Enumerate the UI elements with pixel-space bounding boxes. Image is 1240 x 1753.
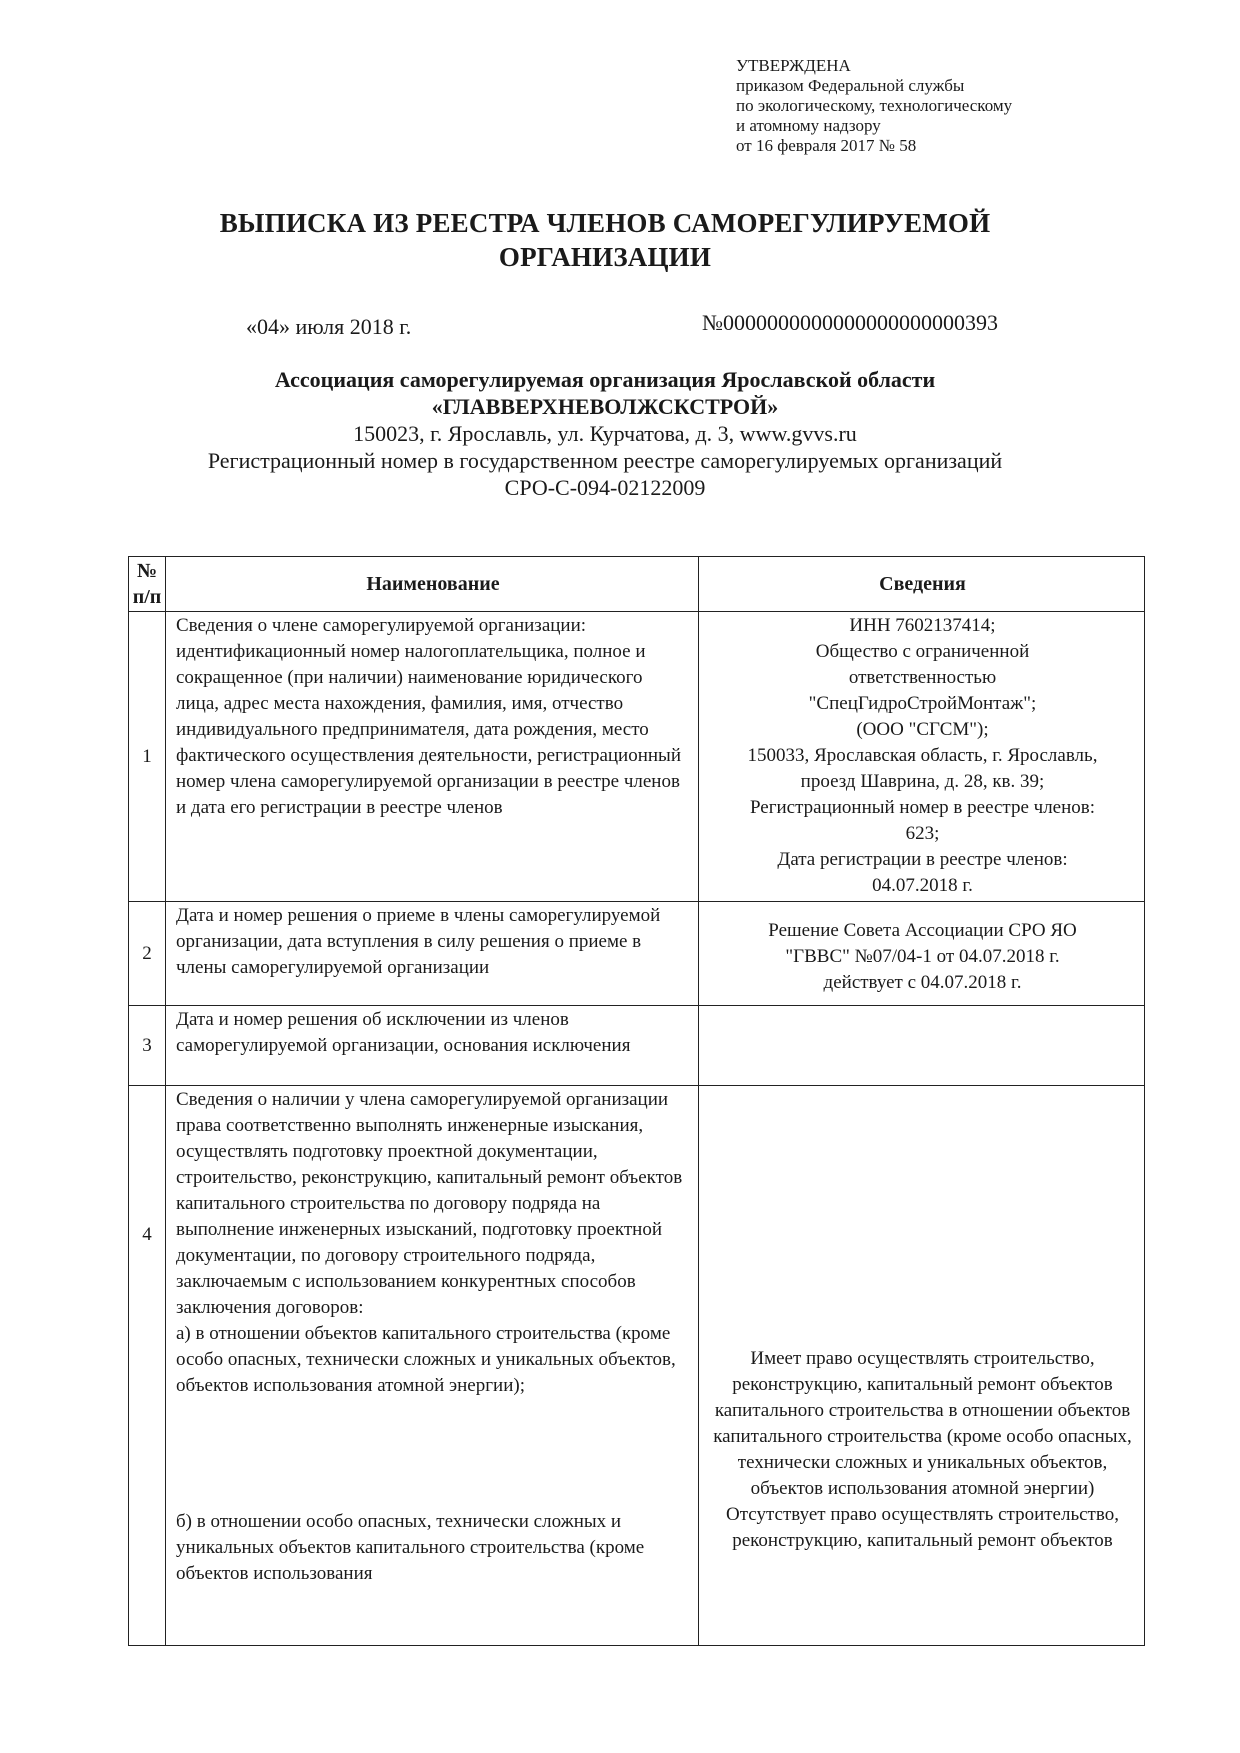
table-row [129,902,1145,1006]
header-num-line2: п/п [132,586,162,608]
row-number: 4 [129,1086,166,1646]
info-line: 623; [905,823,940,844]
document-title [150,206,1060,274]
table-header-row [129,557,1145,612]
row-number: 3 [129,1006,166,1086]
row-spacer [176,1399,690,1509]
info-line: ответственностью [848,667,997,688]
info-line: ИНН 7602137414; [849,615,996,636]
info-line: Общество с ограниченной [815,641,1030,662]
info-line: "СпецГидроСтройМонтаж"; [808,693,1037,714]
row-name [166,1086,699,1646]
info-line: Дата регистрации в реестре членов: [777,849,1068,870]
organization-reg-caption: Регистрационный номер в государственном реестре саморегулируемых организаций [207,448,1003,473]
row-name-b: б) в отношении особо опасных, технически сложных и уникальных объектов капитального строительства (кроме объектов использования [176,1511,645,1584]
info-line: Регистрационный номер в реестре членов: [749,797,1096,818]
row-name: Сведения о члене саморегулируемой организации: идентификационный номер налогоплательщика, полное и сокращенное (при наличии) наименование юридического лица, адрес места нахождения, фамилия, имя, отчество индивидуального предпринимателя, дата рождения, место фактического осуществления деятельности, регистрационный номер члена саморегулируемой организации в реестре членов и дата его регистрации в реестре членов [166,612,699,902]
row-name: Дата и номер решения о приеме в члены саморегулируемой организации, дата вступления в силу решения о приеме в члены саморегулируемой организации [166,902,699,1006]
row-info [699,902,1145,1006]
registry-table [128,556,1145,1646]
document-date: «04» июля 2018 г. [246,314,412,339]
header-num-line1: № [136,560,158,582]
header-info: Сведения [699,557,1145,612]
row-info-b: Отсутствует право осуществлять строительство, реконструкцию, капитальный ремонт объектов [726,1504,1119,1551]
approval-line: и атомному надзору [736,116,881,135]
info-line: Решение Совета Ассоциации СРО ЯО [768,920,1077,941]
row-info-a: Имеет право осуществлять строительство, реконструкцию, капитальный ремонт объектов капитального строительства в отношении объектов капитального строительства (кроме особо опасных, технически сложных и уникальных объектов, объектов использования атомной энергии) [713,1348,1132,1499]
row-info [699,1006,1145,1086]
row-info [699,612,1145,902]
document-number: №0000000000000000000000393 [702,310,998,335]
organization-name-line2: «ГЛАВВЕРХНЕВОЛЖСКСТРОЙ» [431,394,779,419]
table-row [129,612,1145,902]
approval-stamp [736,56,1156,156]
header-num [129,557,166,612]
row-info [699,1086,1145,1646]
row-number: 2 [129,902,166,1006]
organization-address: 150023, г. Ярославль, ул. Курчатова, д. 3, www.gvvs.ru [353,421,857,446]
document-title-line2: ОРГАНИЗАЦИИ [498,242,712,272]
approval-line: приказом Федеральной службы [736,76,965,95]
approval-line: по экологическому, технологическому [736,96,1013,115]
approval-line: УТВЕРЖДЕНА [736,56,851,75]
info-line: действует с 04.07.2018 г. [823,972,1022,993]
organization-reg-number: СРО-С-094-02122009 [504,475,706,500]
header-name: Наименование [166,557,699,612]
row-name-a: а) в отношении объектов капитального строительства (кроме особо опасных, технически сложных и уникальных объектов, объектов использования атомной энергии); [176,1323,676,1396]
info-line: 04.07.2018 г. [872,875,973,896]
table-row [129,1006,1145,1086]
info-line: (ООО "СГСМ"); [856,719,989,740]
row-name-intro: Сведения о наличии у члена саморегулируемой организации права соответственно выполнять инженерные изыскания, осуществлять подготовку проектной документации, строительство, реконструкцию, капитальный ремонт объектов капитального строительства по договору подряда на выполнение инженерных изысканий, подготовку проектной документации, по договору строительного подряда, заключаемым с использованием конкурентных способов заключения договоров: [176,1089,683,1318]
table-row [129,1086,1145,1646]
row-name: Дата и номер решения об исключении из членов саморегулируемой организации, основания исключения [166,1006,699,1086]
info-line: проезд Шаврина, д. 28, кв. 39; [800,771,1045,792]
organization-name-line1: Ассоциация саморегулируемая организация Ярославской области [274,367,936,392]
document-title-line1: ВЫПИСКА ИЗ РЕЕСТРА ЧЛЕНОВ САМОРЕГУЛИРУЕМОЙ [219,208,991,238]
row-number: 1 [129,612,166,902]
approval-line: от 16 февраля 2017 № 58 [736,136,917,155]
info-line: 150033, Ярославская область, г. Ярославль, [747,745,1098,766]
organization-block [100,366,1110,501]
info-line: "ГВВС" №07/04-1 от 04.07.2018 г. [785,946,1060,967]
